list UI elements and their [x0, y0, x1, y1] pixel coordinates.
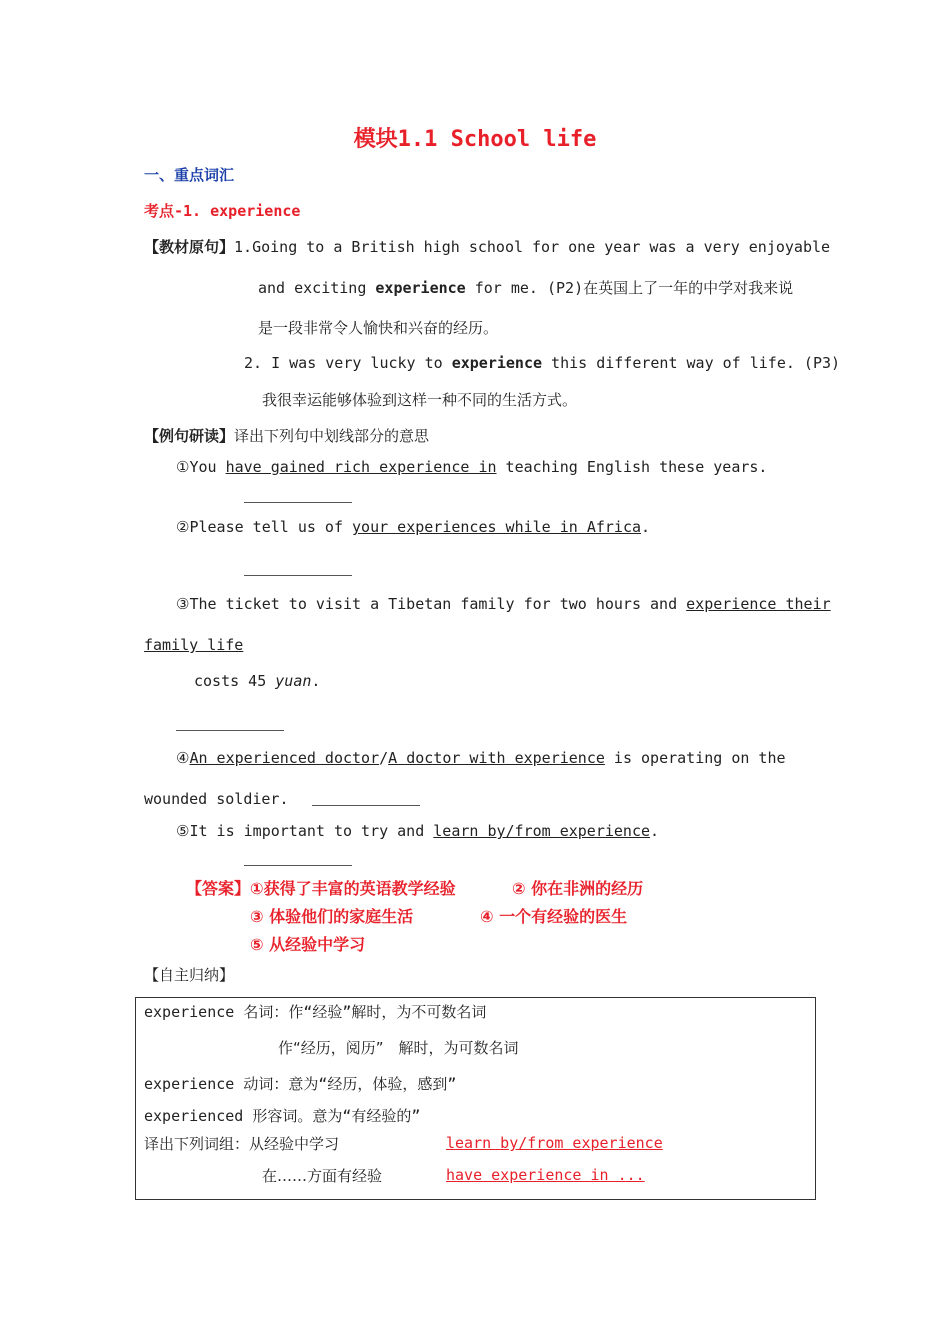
summary-line-3: experience 动词：意为“经历，体验，感到”: [144, 1075, 457, 1093]
answer-2: ② 你在非洲的经历: [512, 879, 644, 898]
example-5: ⑤It is important to try and learn by/from experience.: [176, 822, 660, 840]
answers-row-1: 【答案】①获得了丰富的英语教学经验: [186, 879, 456, 898]
source-line-3: 是一段非常令人愉快和兴奋的经历。: [258, 319, 499, 337]
examples-header: 【例句研读】译出下列句中划线部分的意思: [144, 427, 430, 445]
example-4: ④An experienced doctor/A doctor with experience is operating on the: [176, 749, 786, 767]
summary-line-2: 作“经历，阅历” 解时，为可数名词: [278, 1039, 519, 1057]
answer-4: ④ 一个有经验的医生: [480, 907, 628, 926]
example-2: ②Please tell us of your experiences while in Africa.: [176, 518, 651, 536]
answer-blank-5[interactable]: [244, 864, 352, 866]
source-sentence-2-zh: 我很幸运能够体验到这样一种不同的生活方式。: [262, 391, 578, 409]
example-4-cont: wounded soldier.: [144, 790, 289, 808]
source-label: 【教材原句】: [144, 238, 235, 256]
summary-line-5-zh: 译出下列词组：从经验中学习: [144, 1135, 340, 1153]
source-sentence-2: 2. I was very lucky to experience this different way of life. (P3): [244, 354, 841, 372]
summary-label: 【自主归纳】: [144, 966, 235, 984]
example-3-tail: costs 45 yuan.: [194, 672, 321, 690]
section-heading: 一、重点词汇: [144, 166, 235, 184]
summary-line-6-en: have experience in ...: [446, 1166, 645, 1184]
summary-line-1: experience 名词：作“经验”解时，为不可数名词: [144, 1003, 487, 1021]
answer-blank-3[interactable]: [176, 729, 284, 731]
answer-3: ③ 体验他们的家庭生活: [250, 907, 414, 926]
source-line-2: and exciting experience for me. (P2)在英国上了一年的中学对我来说: [258, 279, 794, 297]
answer-blank-4[interactable]: [312, 804, 420, 806]
source-line-1: 【教材原句】1.Going to a British high school for one year was a very enjoyable: [144, 238, 831, 256]
example-1: ①You have gained rich experience in teaching English these years.: [176, 458, 768, 476]
example-3: ③The ticket to visit a Tibetan family for two hours and experience their: [176, 595, 831, 613]
page-title: 模块1.1 School life: [353, 127, 597, 152]
summary-line-5-en: learn by/from experience: [446, 1134, 663, 1152]
examples-label: 【例句研读】: [144, 427, 235, 445]
answer-blank-2[interactable]: [244, 574, 352, 576]
summary-line-4: experienced 形容词。意为“有经验的”: [144, 1107, 421, 1125]
summary-line-6-zh: 在……方面有经验: [262, 1167, 383, 1185]
answer-blank-1[interactable]: [244, 501, 352, 503]
point-heading: 考点-1. experience: [144, 202, 301, 220]
answers-label: 【答案】: [186, 879, 251, 898]
example-3-cont: family life: [144, 636, 244, 654]
answer-5: ⑤ 从经验中学习: [250, 935, 366, 954]
